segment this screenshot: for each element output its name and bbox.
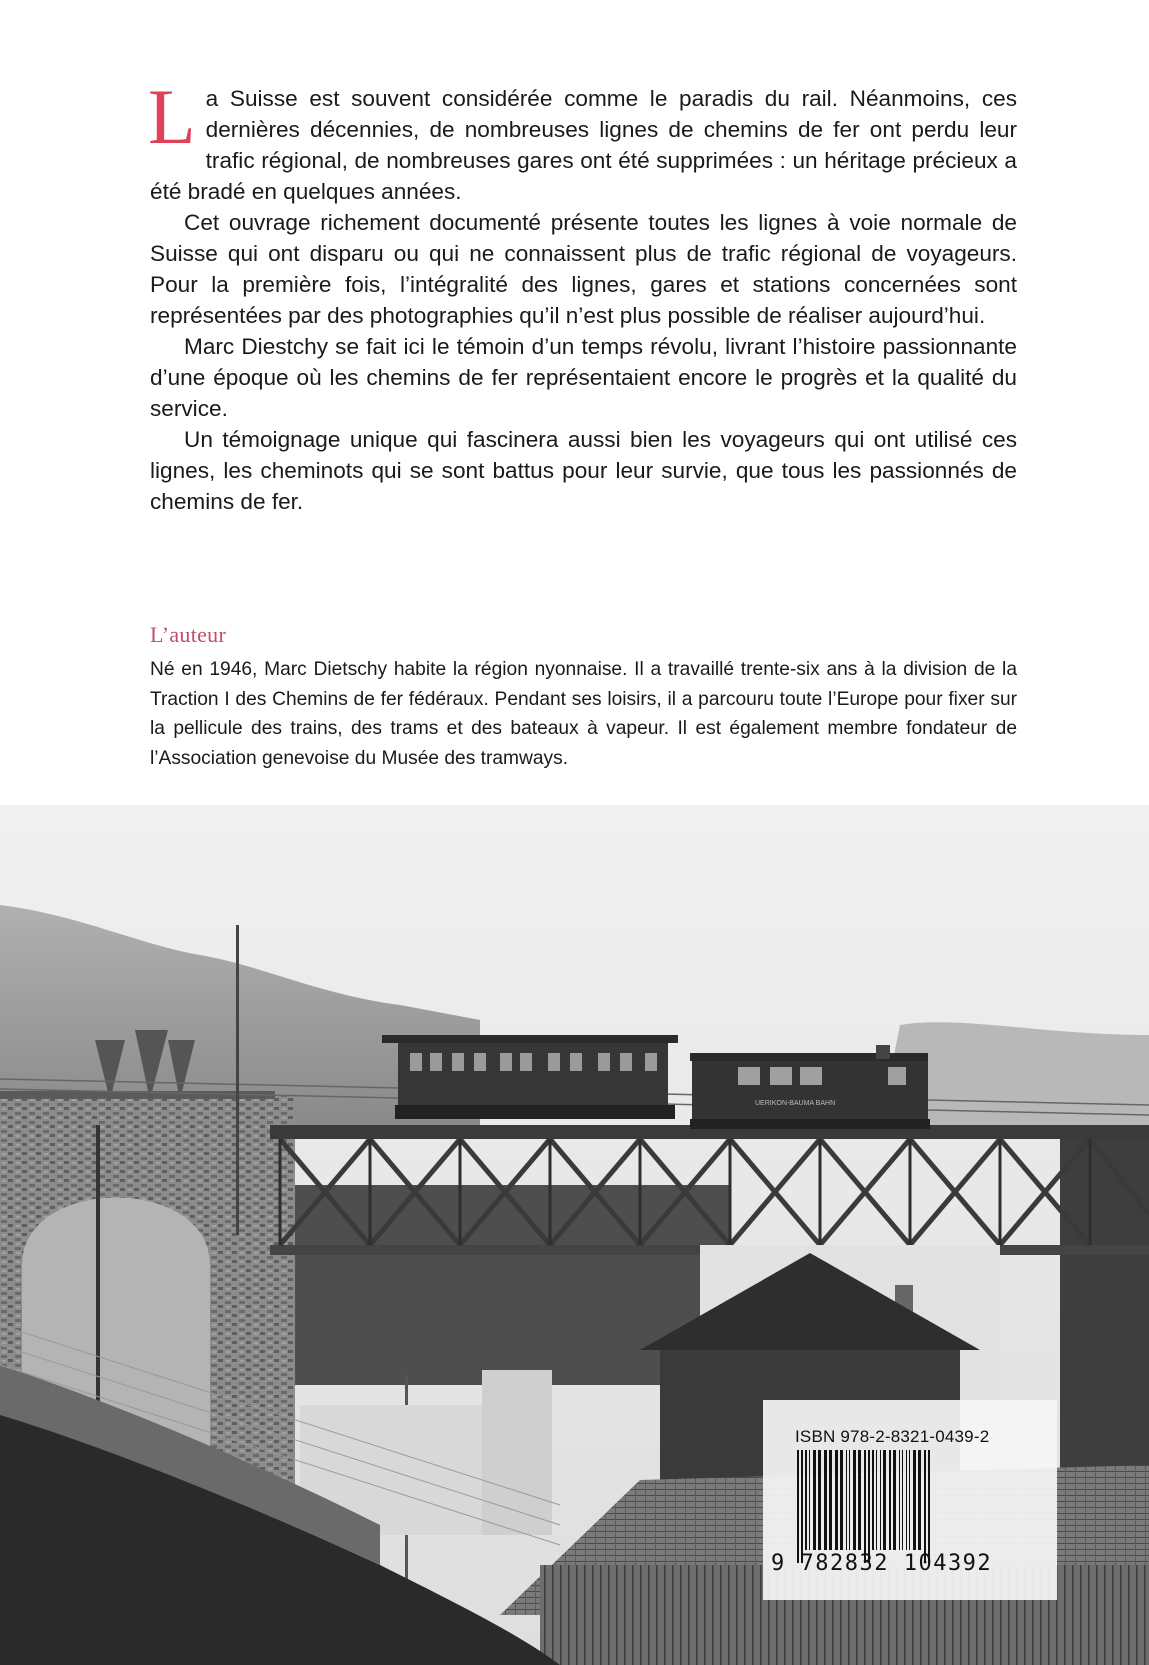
barcode-guard-bar [801, 1450, 803, 1563]
dropcap: L [148, 73, 196, 160]
barcode-bar [918, 1450, 921, 1550]
passenger-coach [398, 1043, 668, 1107]
author-bio: Né en 1946, Marc Dietschy habite la région nyonnaise. Il a travaillé trente-six ans à la division de la Traction I des Chemins de fer fédéraux. Pendant ses loisirs, il a parcouru toute l’Europe pour fixer sur la pellicule des trains, des trams et des bateaux à vapeur. Il est également membre fondateur de l’Association genevoise du Musée des tramways. [150, 659, 1017, 769]
barcode-bar [835, 1450, 838, 1550]
barcode-guard-bar [924, 1450, 926, 1563]
barcode-bar [893, 1450, 896, 1550]
isbn-number: ISBN 978-2-8321-0439-2 [795, 1427, 990, 1446]
barcode-bar [876, 1450, 877, 1550]
barcode-bar [858, 1450, 861, 1550]
barcode-bar [899, 1450, 900, 1550]
barcode-bar [805, 1450, 807, 1550]
barcode-bar [824, 1450, 827, 1550]
signal-pole [236, 925, 239, 1235]
barcode-digits: 9 782832 104392 [771, 1551, 993, 1576]
paragraph-1 [148, 73, 1017, 207]
barcode-bar [840, 1450, 843, 1550]
barcode-bar [813, 1450, 816, 1550]
coach-roof [382, 1035, 678, 1043]
tram-engine-roof [690, 1053, 928, 1061]
barcode-bar [853, 1450, 856, 1550]
description-text [148, 73, 1017, 517]
barcode-guard-bar [797, 1450, 799, 1563]
barcode-bar [829, 1450, 832, 1550]
locomotive-lettering: UERIKON-BAUMA BAHN [755, 1100, 836, 1107]
paragraph-3: Marc Diestchy se fait ici le témoin d’un temps révolu, livrant l’histoire passionnante d’une époque où les chemins de fer représentaient encore le progrès et la qualité du service. [150, 334, 1017, 421]
barcode-guard-bar [868, 1450, 870, 1563]
barcode-bar [818, 1450, 821, 1550]
paragraph-2: Cet ouvrage richement documenté présente toutes les lignes à voie normale de Suisse qui ont disparu ou qui ne connaissent plus de trafic régional de voyageurs. Pour la première fois, l’intégralité des lignes, gares et stations concernées sont représentées par des photographies qu’il n’est plus possible de réaliser aujourd’hui. [150, 210, 1017, 328]
barcode-bar [889, 1450, 891, 1550]
barcode-bar [880, 1450, 881, 1550]
barcode-guard-bar [928, 1450, 930, 1563]
barcode-bar [909, 1450, 910, 1550]
barcode-guard-bar [864, 1450, 866, 1563]
isbn-barcode-box [763, 1400, 1057, 1600]
paragraph-4: Un témoignage unique qui fascinera aussi bien les voyageurs qui ont utilisé ces lignes, les cheminots qui se sont battus pour leur survie, que tous les passionnés de chemins de fer. [150, 427, 1017, 514]
barcode [795, 1450, 985, 1563]
barcode-bar [883, 1450, 886, 1550]
barcode-bar [872, 1450, 874, 1550]
barcode-bar [849, 1450, 850, 1550]
barcode-bar [846, 1450, 847, 1550]
barcode-bar [809, 1450, 810, 1550]
author-heading: L’auteur [150, 622, 227, 647]
barcode-bar [902, 1450, 903, 1550]
barcode-bar [906, 1450, 907, 1550]
barcode-bar [913, 1450, 916, 1550]
paragraph-1-text: a Suisse est souvent considérée comme le paradis du rail. Néanmoins, ces dernières décennies, de nombreuses lignes de chemins de fer ont perdu leur trafic régional, de nombreuses gares ont été supprimées : un héritage précieux a été bradé en quelques années. [150, 86, 1017, 204]
